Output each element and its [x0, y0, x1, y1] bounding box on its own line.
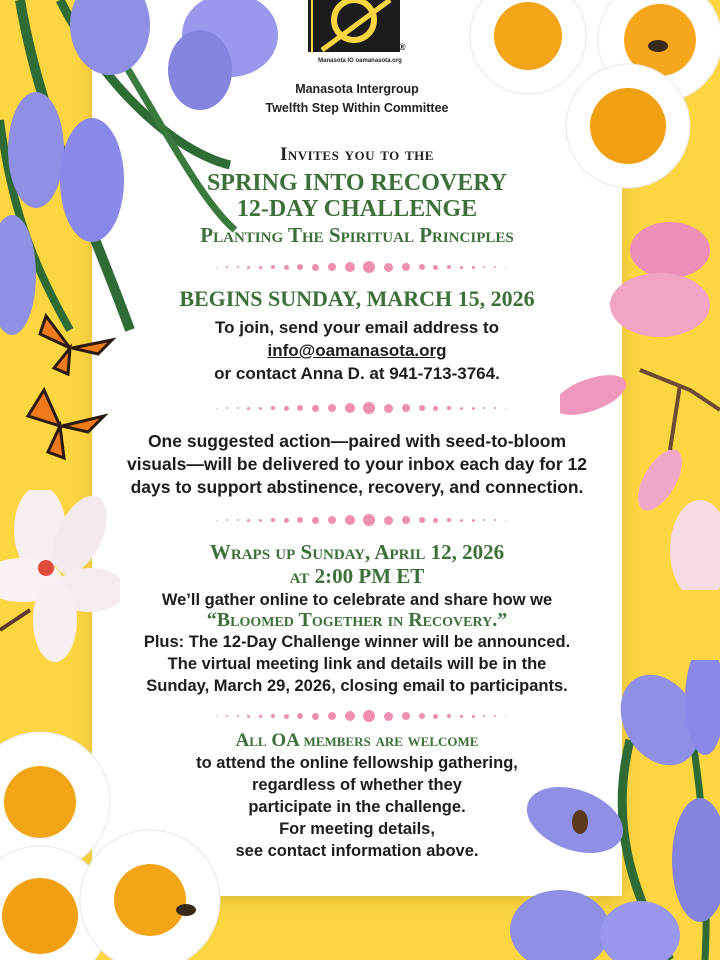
contact-line: or contact Anna D. at 941-713-3764.: [214, 364, 500, 383]
challenge-subtitle: Planting The Spiritual Principles: [200, 223, 514, 247]
purple-tulips-bottom-right: [490, 660, 720, 960]
welcome-heading: All OA members are welcome: [235, 730, 479, 751]
email-link[interactable]: info@oamanasota.org: [267, 341, 447, 360]
honeybee-icon: [572, 810, 588, 834]
dot-divider: [216, 401, 506, 415]
description-line: visuals—will be delivered to your inbox each day for 12: [126, 454, 587, 474]
dot-divider: [216, 513, 506, 527]
welcome-line: regardless of whether they: [252, 776, 462, 794]
dot-divider: [216, 709, 506, 723]
welcome-line: to attend the online fellowship gathering,: [196, 754, 518, 772]
description-line: One suggested action—paired with seed-to-bloom: [147, 431, 567, 451]
meeting-link-line: The virtual meeting link and details will be in the: [167, 655, 547, 673]
welcome-line: see contact information above.: [235, 842, 479, 860]
welcome-line: participate in the challenge.: [248, 798, 466, 816]
bloomed-together-quote: “Bloomed Together in Recovery.”: [206, 609, 508, 631]
white-magnolia-left: [0, 490, 120, 670]
honeybee-icon: [176, 904, 196, 916]
join-line: To join, send your email address to: [214, 318, 500, 337]
invites-text: Invites you to the: [280, 144, 434, 165]
description-line: days to support abstinence, recovery, and connection.: [130, 477, 584, 497]
closing-email-line: Sunday, March 29, 2026, closing email to participants.: [146, 677, 568, 695]
logo-caption: Manasota IG oamanasota.org: [318, 58, 402, 64]
challenge-title-line1: SPRING INTO RECOVERY: [206, 170, 508, 196]
wraps-up-heading: [92, 540, 622, 588]
intergroup-name: Manasota Intergroup: [295, 82, 419, 96]
monarch-butterfly-icon: [38, 312, 118, 384]
committee-name: Twelfth Step Within Committee: [265, 101, 449, 115]
purple-tulips-top-left: [0, 0, 300, 340]
challenge-title-line2: 12-DAY CHALLENGE: [236, 196, 478, 222]
pink-magnolias-right: [560, 210, 720, 590]
honeybee-icon: [648, 40, 668, 52]
oa-logo: [308, 0, 400, 52]
begins-heading: BEGINS SUNDAY, MARCH 15, 2026: [179, 286, 535, 311]
monarch-butterfly-icon: [24, 386, 108, 464]
gather-text: We’ll gather online to celebrate and share how we: [161, 591, 553, 609]
welcome-line: For meeting details,: [279, 820, 435, 838]
wraps-time: at 2:00 PM ET: [289, 564, 425, 588]
white-daisies-bottom-left: [0, 710, 240, 960]
registered-mark: ®: [399, 42, 406, 52]
white-daisies-top-right: [460, 0, 720, 200]
challenge-description: [92, 430, 622, 499]
wraps-date: Wraps up Sunday, April 12, 2026: [209, 540, 505, 564]
winner-line: Plus: The 12-Day Challenge winner will be announced.: [143, 633, 571, 651]
